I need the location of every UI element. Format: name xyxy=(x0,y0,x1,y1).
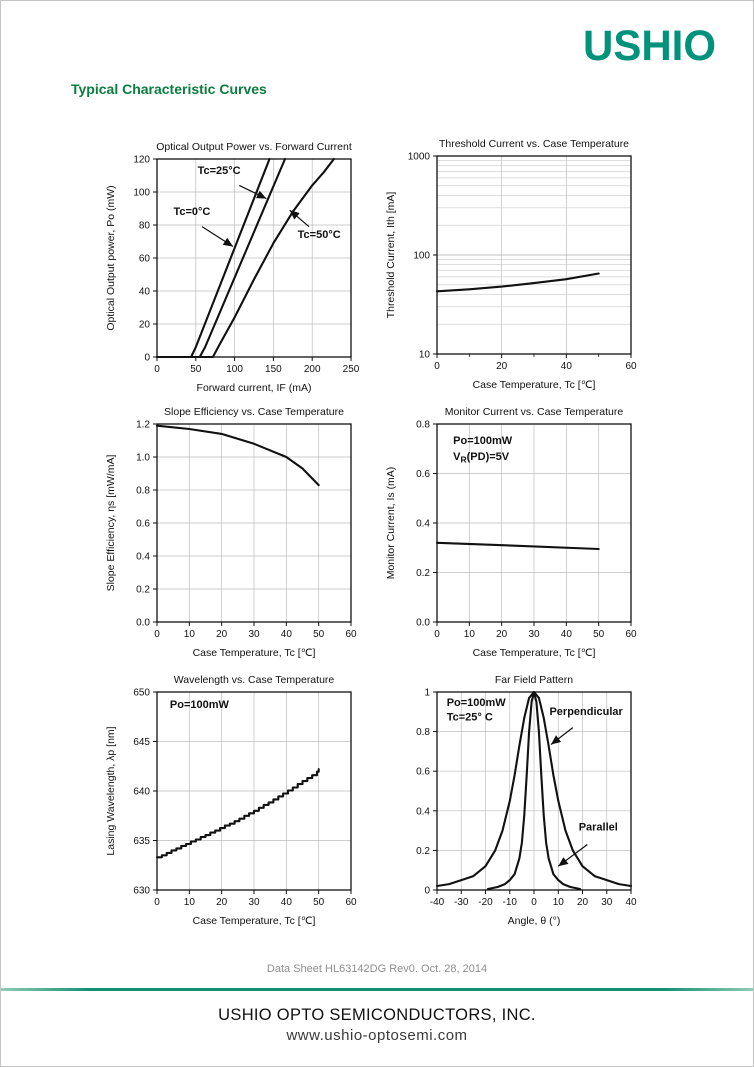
y-tick-label: 1.2 xyxy=(136,419,150,431)
chart-monitor-current xyxy=(381,402,661,667)
y-tick-label: 0.6 xyxy=(416,469,430,480)
ushio-logo: USHIO xyxy=(583,21,717,69)
y-tick-label: 0.0 xyxy=(416,617,430,629)
y-tick-label: 0.6 xyxy=(416,766,430,778)
x-tick-label: 40 xyxy=(560,629,572,640)
series-s xyxy=(157,426,319,485)
x-tick-label: -20 xyxy=(478,897,493,908)
annotation-label: $V_R(PD)=5V$ xyxy=(453,450,510,465)
y-axis-label: Lasing Wavelength, λp [nm] xyxy=(105,726,117,856)
y-tick-label: 1000 xyxy=(407,151,430,163)
annotation-label: Po=100mW xyxy=(169,698,229,711)
y-tick-label: 20 xyxy=(138,319,150,331)
y-axis-label: Monitor Current, Is (mA) xyxy=(385,466,397,580)
footer-divider xyxy=(1,988,753,991)
y-tick-label: 1.0 xyxy=(136,452,150,464)
x-tick-label: 10 xyxy=(463,629,475,640)
y-tick-label: 100 xyxy=(133,187,150,199)
y-tick-label: 0.8 xyxy=(416,419,430,431)
x-tick-label: 60 xyxy=(345,897,357,908)
y-tick-label: 10 xyxy=(418,349,430,361)
x-axis-label: Case Temperature, Tc [℃] xyxy=(472,379,596,391)
annotation-label: Tc=50°C xyxy=(297,229,341,242)
x-tick-label: 50 xyxy=(313,629,325,640)
y-tick-label: 120 xyxy=(133,154,150,166)
chart-title: Optical Output Power vs. Forward Current xyxy=(156,141,352,153)
y-tick-label: 0.2 xyxy=(416,845,430,857)
series-ith xyxy=(437,274,599,292)
x-axis-label: Forward current, IF (mA) xyxy=(196,382,312,394)
x-tick-label: 60 xyxy=(625,361,637,372)
annotation-label: Tc=25°C xyxy=(197,164,241,177)
company-website: www.ushio-optosemi.com xyxy=(286,1027,468,1044)
y-tick-label: 0.8 xyxy=(136,485,150,497)
chart-title: Far Field Pattern xyxy=(494,674,574,686)
chart-svg-threshold-current xyxy=(381,134,661,399)
chart-optical-output-power xyxy=(101,137,381,402)
y-tick-label: 80 xyxy=(138,220,150,232)
y-tick-label: 0.2 xyxy=(136,584,150,596)
annotation-label: Tc=25° C xyxy=(446,711,493,724)
x-tick-label: 20 xyxy=(216,629,228,640)
y-tick-label: 630 xyxy=(133,885,150,897)
datasheet-revision-line: Data Sheet HL63142DG Rev0. Oct. 28, 2014 xyxy=(266,963,488,975)
annotation-arrow xyxy=(551,728,573,745)
y-tick-label: 0.4 xyxy=(136,551,150,563)
x-axis-label: Case Temperature, Tc [℃] xyxy=(192,915,316,927)
series-p xyxy=(157,769,319,857)
x-tick-label: 0 xyxy=(154,364,160,375)
x-tick-label: 40 xyxy=(280,897,292,908)
x-tick-label: 100 xyxy=(226,364,243,375)
annotation-arrow xyxy=(202,227,233,247)
chart-title: Wavelength vs. Case Temperature xyxy=(173,674,335,686)
x-tick-label: 150 xyxy=(265,364,282,375)
x-tick-label: 50 xyxy=(593,629,605,640)
chart-far-field-pattern xyxy=(381,670,661,935)
x-tick-label: -10 xyxy=(502,897,517,908)
x-tick-label: 30 xyxy=(528,629,540,640)
x-tick-label: 20 xyxy=(496,361,508,372)
x-axis-label: Case Temperature, Tc [℃] xyxy=(472,647,596,659)
chart-title: Slope Efficiency vs. Case Temperature xyxy=(164,406,344,418)
y-tick-label: 0.8 xyxy=(416,727,430,739)
x-tick-label: 40 xyxy=(560,361,572,372)
x-tick-label: -30 xyxy=(454,897,469,908)
annotation-arrow xyxy=(290,210,309,227)
x-tick-label: 60 xyxy=(345,629,357,640)
x-tick-label: 40 xyxy=(280,629,292,640)
x-tick-label: 50 xyxy=(313,897,325,908)
x-tick-label: 20 xyxy=(576,897,589,908)
chart-slope-efficiency xyxy=(101,402,381,667)
y-tick-label: 100 xyxy=(413,250,430,262)
x-tick-label: 0 xyxy=(154,629,160,640)
company-name: USHIO OPTO SEMICONDUCTORS, INC. xyxy=(218,1006,536,1024)
x-tick-label: 0 xyxy=(531,897,537,908)
y-tick-label: 0.4 xyxy=(416,518,430,530)
x-tick-label: 0 xyxy=(434,629,440,640)
annotation-label: Tc=0°C xyxy=(173,206,211,219)
x-axis-label: Case Temperature, Tc [℃] xyxy=(192,647,316,659)
chart-threshold-current xyxy=(381,134,661,399)
x-tick-label: 0 xyxy=(434,361,440,372)
annotation-label: Po=100mW xyxy=(453,434,513,447)
y-tick-label: 60 xyxy=(138,253,150,265)
annotation-label: Perpendicular xyxy=(549,705,623,718)
x-tick-label: 20 xyxy=(216,897,228,908)
annotation-label: Parallel xyxy=(578,821,618,834)
x-tick-label: 50 xyxy=(190,364,202,375)
x-tick-label: -40 xyxy=(429,897,445,908)
x-tick-label: 40 xyxy=(625,897,637,908)
chart-title: Monitor Current vs. Case Temperature xyxy=(444,406,624,418)
y-axis-label: Optical Output power, Po (mW) xyxy=(105,185,117,331)
page-title: Typical Characteristic Curves xyxy=(71,81,267,97)
x-tick-label: 200 xyxy=(303,364,321,375)
x-tick-label: 250 xyxy=(342,364,360,375)
series-is xyxy=(437,543,599,549)
chart-title: Threshold Current vs. Case Temperature xyxy=(438,138,630,150)
x-tick-label: 10 xyxy=(552,897,564,908)
x-tick-label: 0 xyxy=(154,897,160,908)
x-tick-label: 30 xyxy=(248,897,260,908)
y-tick-label: 1 xyxy=(424,687,430,699)
y-tick-label: 640 xyxy=(133,786,150,798)
annotation-label: Po=100mW xyxy=(446,696,506,709)
chart-svg-monitor-current xyxy=(381,402,661,667)
x-axis-label: Angle, θ (°) xyxy=(507,915,561,927)
y-tick-label: 0.4 xyxy=(416,806,430,818)
y-axis-label: Slope Efficiency, ηs [mW/mA] xyxy=(105,454,117,592)
x-tick-label: 20 xyxy=(496,629,508,640)
chart-svg-optical-output-power xyxy=(101,137,381,402)
x-tick-label: 30 xyxy=(248,629,260,640)
y-tick-label: 635 xyxy=(133,836,150,847)
x-tick-label: 30 xyxy=(601,897,613,908)
y-tick-label: 0.6 xyxy=(136,518,150,530)
y-tick-label: 40 xyxy=(138,286,150,298)
x-tick-label: 10 xyxy=(183,629,195,640)
y-tick-label: 0 xyxy=(424,885,430,897)
chart-wavelength xyxy=(101,670,381,935)
y-axis-label: Threshold Current, Ith [mA] xyxy=(385,191,397,319)
y-tick-label: 645 xyxy=(133,737,150,748)
chart-svg-far-field xyxy=(381,670,661,935)
chart-svg-slope-efficiency xyxy=(101,402,381,667)
y-tick-label: 0.2 xyxy=(416,568,430,579)
y-tick-label: 650 xyxy=(133,687,150,699)
chart-svg-wavelength xyxy=(101,670,381,935)
x-tick-label: 10 xyxy=(183,897,195,908)
x-tick-label: 60 xyxy=(625,629,637,640)
y-tick-label: 0 xyxy=(144,352,150,364)
y-tick-label: 0.0 xyxy=(136,617,150,629)
